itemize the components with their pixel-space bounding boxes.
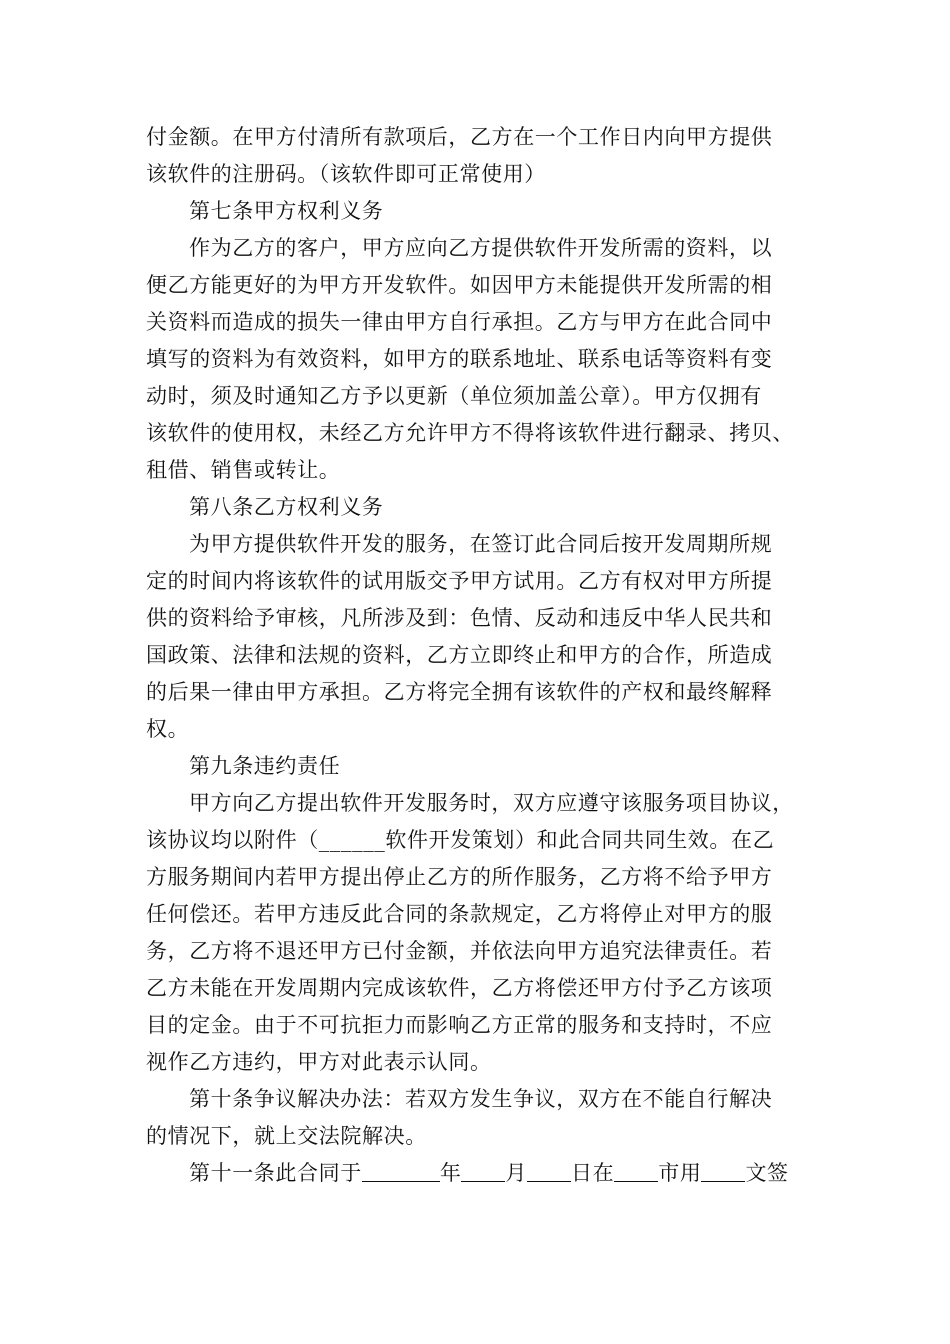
paragraph-line: 便乙方能更好的为甲方开发软件。如因甲方未能提供开发所需的相 [146, 273, 773, 297]
clause-11-suffix: 文签 [745, 1161, 789, 1185]
paragraph-line: 该软件的使用权，未经乙方允许甲方不得将该软件进行翻录、拷贝、 [146, 421, 794, 445]
paragraph-line: 租借、销售或转让。 [146, 458, 341, 482]
section-heading-7: 第七条甲方权利义务 [189, 199, 384, 223]
paragraph-line: 任何偿还。若甲方违反此合同的条款规定，乙方将停止对甲方的服 [146, 902, 773, 926]
paragraph-line: 定的时间内将该软件的试用版交予甲方试用。乙方有权对甲方所提 [146, 569, 773, 593]
day-label: 日在 [571, 1161, 615, 1185]
city-label: 市用 [658, 1161, 702, 1185]
paragraph-line: 填写的资料为有效资料，如甲方的联系地址、联系电话等资料有变 [146, 347, 773, 371]
paragraph-line: 动时，须及时通知乙方予以更新（单位须加盖公章）。甲方仅拥有 [146, 384, 762, 408]
paragraph-line: 方服务期间内若甲方提出停止乙方的所作服务，乙方将不给予甲方 [146, 865, 773, 889]
year-blank [362, 1161, 440, 1182]
section-heading-10: 第十条争议解决办法：若双方发生争议，双方在不能自行解决 [189, 1087, 773, 1111]
paragraph-line: 关资料而造成的损失一律由甲方自行承担。乙方与甲方在此合同中 [146, 310, 773, 334]
paragraph-line: 目的定金。由于不可抗拒力而影响乙方正常的服务和支持时，不应 [146, 1013, 773, 1037]
paragraph-line: 供的资料给予审核，凡所涉及到：色情、反动和违反中华人民共和 [146, 606, 773, 630]
paragraph-line: 的后果一律由甲方承担。乙方将完全拥有该软件的产权和最终解释 [146, 680, 773, 704]
paragraph-line: 甲方向乙方提出软件开发服务时，双方应遵守该服务项目协议， [189, 791, 794, 815]
section-heading-9: 第九条违约责任 [189, 754, 341, 778]
section-heading-8: 第八条乙方权利义务 [189, 495, 384, 519]
day-blank [527, 1161, 571, 1182]
month-label: 月 [505, 1161, 528, 1185]
year-label: 年 [439, 1161, 462, 1185]
paragraph-line: 的情况下，就上交法院解决。 [146, 1124, 427, 1148]
paragraph-line: 为甲方提供软件开发的服务，在签订此合同后按开发周期所规 [189, 532, 773, 556]
language-blank [701, 1161, 745, 1182]
month-blank [461, 1161, 505, 1182]
paragraph-line: 权。 [146, 717, 190, 741]
city-blank [614, 1161, 658, 1182]
paragraph-line: 作为乙方的客户，甲方应向乙方提供软件开发所需的资料，以 [189, 236, 773, 260]
section-heading-11 [189, 1160, 789, 1186]
paragraph-line: 务，乙方将不退还甲方已付金额，并依法向甲方追究法律责任。若 [146, 939, 773, 963]
clause-11-prefix: 第十一条此合同于 [189, 1161, 362, 1185]
paragraph-line: 付金额。在甲方付清所有款项后，乙方在一个工作日内向甲方提供 [146, 125, 773, 149]
paragraph-line: 国政策、法律和法规的资料，乙方立即终止和甲方的合作，所造成 [146, 643, 773, 667]
paragraph-line: 视作乙方违约，甲方对此表示认同。 [146, 1050, 492, 1074]
paragraph-line: 该协议均以附件（______软件开发策划）和此合同共同生效。在乙 [146, 828, 775, 852]
paragraph-line: 该软件的注册码。（该软件即可正常使用） [146, 162, 546, 186]
paragraph-line: 乙方未能在开发周期内完成该软件，乙方将偿还甲方付予乙方该项 [146, 976, 773, 1000]
